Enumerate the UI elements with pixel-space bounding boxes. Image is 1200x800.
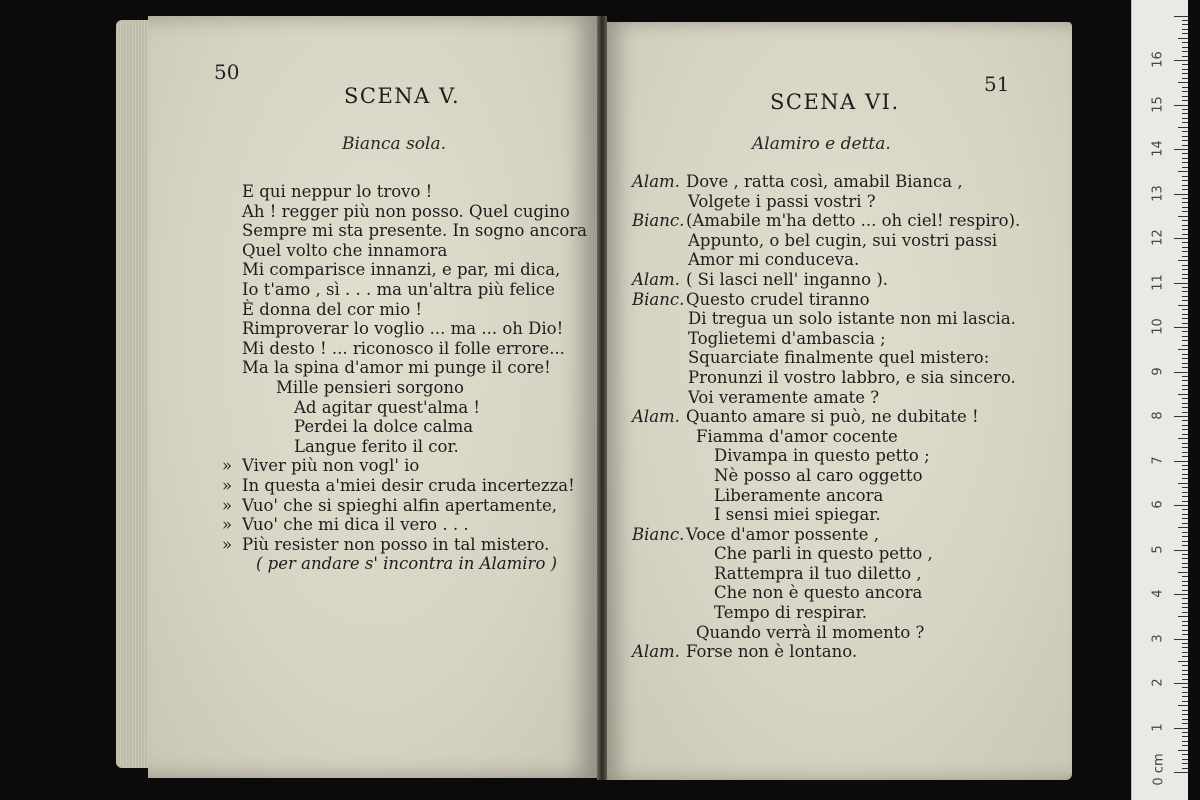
ruler-label: 1 bbox=[1150, 722, 1166, 732]
ruler-tick bbox=[1174, 238, 1188, 239]
dialogue-text: Pronunzi il vostro labbro, e sia sincero. bbox=[688, 367, 1016, 387]
ruler-tick bbox=[1182, 496, 1188, 497]
ruler-label: 9 bbox=[1150, 366, 1166, 376]
ruler-tick bbox=[1182, 701, 1188, 702]
dialogue-line bbox=[632, 505, 1012, 525]
ruler-tick bbox=[1182, 234, 1188, 235]
dialogue-line bbox=[632, 427, 1012, 447]
dialogue-text: Amor mi conduceva. bbox=[688, 250, 860, 270]
ruler-tick bbox=[1182, 198, 1188, 199]
ruler-tick bbox=[1174, 594, 1188, 595]
dialogue-text: ( Si lasci nell' inganno ). bbox=[686, 269, 888, 289]
verse-line bbox=[222, 534, 592, 555]
verse-text: Ad agitar quest'alma ! bbox=[294, 397, 481, 417]
verse-line bbox=[222, 495, 592, 516]
ruler-tick bbox=[1182, 469, 1188, 470]
ruler-tick bbox=[1178, 260, 1188, 261]
ruler-tick bbox=[1182, 269, 1188, 270]
ruler-tick bbox=[1182, 567, 1188, 568]
ruler-tick bbox=[1182, 314, 1188, 315]
ruler-tick bbox=[1182, 256, 1188, 257]
ruler-tick bbox=[1182, 287, 1188, 288]
ruler-tick bbox=[1182, 64, 1188, 65]
verse-line bbox=[222, 475, 592, 496]
right-page-dialogue bbox=[632, 172, 1021, 662]
ruler-tick bbox=[1182, 710, 1188, 711]
verse-text: È donna del cor mio ! bbox=[242, 299, 423, 319]
dialogue-line bbox=[632, 407, 1012, 427]
ruler-tick bbox=[1174, 728, 1188, 729]
ruler-tick bbox=[1182, 398, 1188, 399]
ruler-tick bbox=[1182, 612, 1188, 613]
verse-line bbox=[242, 241, 592, 261]
ruler-tick bbox=[1182, 420, 1188, 421]
ruler-tick bbox=[1182, 309, 1188, 310]
quotation-mark: » bbox=[222, 515, 233, 535]
ruler-tick bbox=[1182, 336, 1188, 337]
ruler-tick bbox=[1178, 305, 1188, 306]
stage-direction: ( per andare s' incontra in Alamiro ) bbox=[256, 554, 558, 574]
verse-text: Più resister non posso in tal mistero. bbox=[242, 534, 550, 554]
ruler-label: 3 bbox=[1150, 633, 1166, 643]
verse-text: Io t'amo , sì . . . ma un'altra più felice bbox=[242, 279, 555, 299]
verse-line bbox=[242, 398, 592, 418]
dialogue-line bbox=[632, 525, 1012, 545]
ruler-label: 5 bbox=[1150, 544, 1166, 554]
ruler-tick bbox=[1174, 416, 1188, 417]
ruler-tick bbox=[1182, 109, 1188, 110]
verse-line bbox=[242, 182, 592, 202]
ruler-tick bbox=[1182, 536, 1188, 537]
ruler-tick bbox=[1182, 20, 1188, 21]
ruler-tick bbox=[1182, 652, 1188, 653]
ruler-tick bbox=[1182, 51, 1188, 52]
dialogue-text: Liberamente ancora bbox=[714, 485, 884, 505]
ruler-tick bbox=[1182, 532, 1188, 533]
verse-line bbox=[242, 260, 592, 280]
verse-text: Ah ! regger più non posso. Quel cugino bbox=[242, 201, 570, 221]
ruler-tick bbox=[1182, 465, 1188, 466]
ruler-tick bbox=[1182, 443, 1188, 444]
verse-line bbox=[242, 202, 592, 222]
ruler-label: 8 bbox=[1150, 411, 1166, 420]
ruler-tick bbox=[1182, 576, 1188, 577]
speaker-name: Alam. bbox=[632, 407, 680, 427]
ruler-label: 6 bbox=[1150, 500, 1166, 509]
dialogue-text: Forse non è lontano. bbox=[686, 642, 858, 662]
ruler-tick bbox=[1182, 229, 1188, 230]
ruler-tick bbox=[1182, 603, 1188, 604]
ruler-tick bbox=[1178, 38, 1188, 39]
quotation-mark: » bbox=[222, 456, 233, 476]
ruler-tick bbox=[1182, 670, 1188, 671]
ruler-tick bbox=[1182, 509, 1188, 510]
dialogue-line bbox=[632, 603, 1012, 623]
ruler-tick bbox=[1182, 385, 1188, 386]
ruler-tick bbox=[1182, 679, 1188, 680]
ruler-tick bbox=[1182, 630, 1188, 631]
ruler-tick bbox=[1182, 514, 1188, 515]
ruler-tick bbox=[1182, 696, 1188, 697]
ruler-tick bbox=[1182, 647, 1188, 648]
ruler-tick bbox=[1182, 358, 1188, 359]
ruler-tick bbox=[1182, 24, 1188, 25]
ruler-tick bbox=[1182, 202, 1188, 203]
dialogue-text: Che parli in questo petto , bbox=[714, 544, 933, 564]
ruler-tick bbox=[1182, 73, 1188, 74]
right-scene-subtitle: Alamiro e detta. bbox=[752, 134, 891, 154]
ruler-tick bbox=[1182, 42, 1188, 43]
ruler-tick bbox=[1182, 581, 1188, 582]
ruler-tick bbox=[1174, 639, 1188, 640]
ruler-tick bbox=[1182, 91, 1188, 92]
ruler-tick bbox=[1182, 47, 1188, 48]
ruler-tick bbox=[1182, 180, 1188, 181]
ruler-tick bbox=[1182, 363, 1188, 364]
ruler-tick bbox=[1178, 572, 1188, 573]
left-page-verse bbox=[222, 182, 592, 574]
ruler-tick bbox=[1178, 483, 1188, 484]
ruler-tick bbox=[1182, 274, 1188, 275]
dialogue-text: Nè posso al caro oggetto bbox=[714, 465, 923, 485]
ruler-tick bbox=[1182, 162, 1188, 163]
ruler-tick bbox=[1182, 145, 1188, 146]
ruler-tick bbox=[1178, 127, 1188, 128]
speaker-name: Bianc. bbox=[632, 289, 685, 309]
ruler-tick bbox=[1182, 136, 1188, 137]
ruler-tick bbox=[1182, 380, 1188, 381]
ruler-tick bbox=[1182, 367, 1188, 368]
ruler-tick bbox=[1182, 523, 1188, 524]
verse-line bbox=[242, 437, 592, 457]
dialogue-line bbox=[632, 290, 1012, 310]
ruler-tick bbox=[1182, 153, 1188, 154]
ruler-tick bbox=[1178, 171, 1188, 172]
ruler-label: 11 bbox=[1150, 273, 1166, 291]
ruler-label: 10 bbox=[1150, 318, 1166, 335]
dialogue-line bbox=[632, 348, 1012, 368]
verse-text: Vuo' che si spieghi alfin apertamente, bbox=[242, 495, 558, 515]
verse-line bbox=[242, 358, 592, 378]
ruler-tick bbox=[1182, 541, 1188, 542]
ruler-tick bbox=[1182, 87, 1188, 88]
ruler-tick bbox=[1182, 487, 1188, 488]
ruler-tick bbox=[1182, 300, 1188, 301]
left-page-number: 50 bbox=[214, 60, 240, 84]
speaker-name: Bianc. bbox=[632, 524, 685, 544]
ruler-tick bbox=[1182, 189, 1188, 190]
dialogue-line bbox=[632, 270, 1012, 290]
ruler-tick bbox=[1174, 149, 1188, 150]
ruler-tick bbox=[1178, 616, 1188, 617]
ruler-tick bbox=[1174, 283, 1188, 284]
verse-text: Sempre mi sta presente. In sogno ancora bbox=[242, 221, 588, 241]
ruler-tick bbox=[1182, 692, 1188, 693]
dialogue-text: Volgete i passi vostri ? bbox=[688, 191, 876, 211]
dialogue-line bbox=[632, 623, 1012, 643]
book-gutter bbox=[597, 16, 607, 780]
dialogue-text: Questo crudel tiranno bbox=[686, 289, 870, 309]
ruler-tick bbox=[1182, 118, 1188, 119]
ruler-tick bbox=[1182, 412, 1188, 413]
dialogue-line bbox=[632, 466, 1012, 486]
verse-text: Mi desto ! ... riconosco il folle errore... bbox=[242, 338, 565, 358]
verse-text: In questa a'miei desir cruda incertezza! bbox=[242, 475, 575, 495]
ruler-tick bbox=[1182, 389, 1188, 390]
ruler-label: 4 bbox=[1150, 589, 1166, 598]
ruler-tick bbox=[1182, 331, 1188, 332]
ruler-tick bbox=[1174, 194, 1188, 195]
ruler-tick bbox=[1182, 763, 1188, 764]
ruler-label: 2 bbox=[1150, 678, 1166, 687]
verse-line bbox=[242, 319, 592, 339]
quotation-mark: » bbox=[222, 534, 233, 554]
ruler-tick bbox=[1182, 158, 1188, 159]
verse-text: Ma la spina d'amor mi punge il core! bbox=[242, 358, 551, 378]
ruler-tick bbox=[1182, 69, 1188, 70]
dialogue-line bbox=[632, 583, 1012, 603]
dialogue-line bbox=[632, 329, 1012, 349]
ruler-tick bbox=[1182, 625, 1188, 626]
ruler-tick bbox=[1182, 492, 1188, 493]
ruler-tick bbox=[1182, 140, 1188, 141]
ruler-tick bbox=[1182, 251, 1188, 252]
ruler-tick bbox=[1182, 113, 1188, 114]
verse-text: Quel volto che innamora bbox=[242, 240, 448, 260]
dialogue-text: Dove , ratta così, amabil Bianca , bbox=[686, 172, 963, 191]
ruler-tick bbox=[1182, 563, 1188, 564]
dialogue-line bbox=[632, 309, 1016, 329]
verse-text: Mi comparisce innanzi, e par, mi dica, bbox=[242, 260, 561, 280]
ruler-tick bbox=[1182, 714, 1188, 715]
ruler-tick bbox=[1182, 674, 1188, 675]
ruler-tick bbox=[1182, 354, 1188, 355]
ruler-tick bbox=[1182, 185, 1188, 186]
dialogue-text: Toglietemi d'ambascia ; bbox=[688, 328, 886, 348]
ruler-tick bbox=[1182, 447, 1188, 448]
speaker-name: Alam. bbox=[632, 269, 680, 289]
ruler-tick bbox=[1182, 545, 1188, 546]
ruler-tick bbox=[1182, 296, 1188, 297]
dialogue-text: I sensi miei spiegar. bbox=[714, 505, 881, 525]
ruler-tick bbox=[1182, 340, 1188, 341]
ruler-tick bbox=[1182, 598, 1188, 599]
ruler-tick bbox=[1174, 772, 1188, 773]
dialogue-text: Quanto amare si può, ne dubitate ! bbox=[686, 407, 979, 427]
dialogue-text: Fiamma d'amor cocente bbox=[696, 426, 898, 446]
ruler-tick bbox=[1182, 621, 1188, 622]
dialogue-text: Rattempra il tuo diletto , bbox=[714, 563, 922, 583]
ruler-label: 14 bbox=[1150, 140, 1166, 157]
verse-line bbox=[222, 456, 592, 476]
ruler-tick bbox=[1182, 745, 1188, 746]
ruler-tick bbox=[1182, 741, 1188, 742]
ruler-tick bbox=[1182, 207, 1188, 208]
dialogue-text: Tempo di respirar. bbox=[714, 603, 867, 623]
verse-text: Langue ferito il cor. bbox=[294, 436, 459, 456]
ruler-tick bbox=[1178, 438, 1188, 439]
ruler-tick bbox=[1182, 554, 1188, 555]
speaker-name: Bianc. bbox=[632, 211, 685, 231]
ruler-label: 15 bbox=[1150, 95, 1166, 113]
ruler-tick bbox=[1182, 429, 1188, 430]
ruler-tick bbox=[1182, 403, 1188, 404]
dialogue-line bbox=[632, 367, 1016, 388]
ruler-tick bbox=[1178, 82, 1188, 83]
ruler-tick bbox=[1178, 394, 1188, 395]
ruler-tick bbox=[1182, 225, 1188, 226]
ruler-tick bbox=[1182, 278, 1188, 279]
dialogue-text: Voi veramente amate ? bbox=[688, 387, 880, 407]
speaker-name: Alam. bbox=[632, 172, 680, 191]
ruler-tick bbox=[1182, 425, 1188, 426]
ruler-tick bbox=[1174, 60, 1188, 61]
ruler-tick bbox=[1182, 585, 1188, 586]
dialogue-text: Che non è questo ancora bbox=[714, 583, 923, 603]
right-page-number: 51 bbox=[984, 72, 1010, 96]
ruler-tick bbox=[1182, 265, 1188, 266]
ruler-tick bbox=[1182, 501, 1188, 502]
dialogue-line bbox=[632, 192, 1012, 212]
quotation-mark: » bbox=[222, 475, 233, 495]
dialogue-line bbox=[632, 231, 1012, 251]
ruler-tick bbox=[1174, 461, 1188, 462]
verse-line bbox=[242, 339, 592, 359]
ruler-tick bbox=[1182, 100, 1188, 101]
ruler-tick bbox=[1182, 768, 1188, 769]
ruler-tick bbox=[1182, 291, 1188, 292]
dialogue-line bbox=[632, 642, 1012, 662]
ruler-tick bbox=[1182, 723, 1188, 724]
dialogue-text: Quando verrà il momento ? bbox=[696, 622, 925, 642]
ruler-tick bbox=[1182, 590, 1188, 591]
dialogue-line bbox=[632, 564, 1012, 584]
ruler-tick bbox=[1178, 527, 1188, 528]
ruler-tick bbox=[1182, 247, 1188, 248]
ruler-tick bbox=[1182, 478, 1188, 479]
ruler-tick bbox=[1182, 29, 1188, 30]
dialogue-line bbox=[632, 446, 1012, 466]
ruler-label: 13 bbox=[1150, 184, 1166, 202]
dialogue-line bbox=[632, 250, 1012, 270]
dialogue-text: (Amabile m'ha detto ... oh ciel! respiro). bbox=[686, 211, 1021, 231]
ruler-label: 7 bbox=[1150, 455, 1166, 465]
dialogue-line bbox=[632, 544, 1012, 564]
left-scene-title: SCENA V. bbox=[344, 84, 461, 108]
ruler-tick bbox=[1178, 349, 1188, 350]
ruler-tick bbox=[1174, 372, 1188, 373]
verse-text: Rimproverar lo voglio ... ma ... oh Dio! bbox=[242, 319, 564, 339]
ruler-label: 16 bbox=[1150, 51, 1166, 68]
ruler-tick bbox=[1182, 167, 1188, 168]
ruler-tick bbox=[1182, 754, 1188, 755]
ruler-tick bbox=[1182, 558, 1188, 559]
ruler-tick bbox=[1182, 318, 1188, 319]
dialogue-text: Di tregua un solo istante non mi lascia. bbox=[688, 309, 1016, 329]
ruler-tick bbox=[1182, 452, 1188, 453]
speaker-name: Alam. bbox=[632, 642, 680, 662]
verse-line bbox=[242, 417, 592, 437]
verse-text: Perdei la dolce calma bbox=[294, 417, 474, 437]
ruler-tick bbox=[1174, 105, 1188, 106]
ruler-tick bbox=[1182, 122, 1188, 123]
verse-line bbox=[242, 378, 592, 398]
dialogue-text: Divampa in questo petto ; bbox=[714, 446, 930, 466]
verse-text: Vuo' che mi dica il vero . . . bbox=[242, 515, 469, 535]
ruler-tick bbox=[1178, 661, 1188, 662]
ruler-tick bbox=[1182, 736, 1188, 737]
ruler-tick bbox=[1182, 211, 1188, 212]
dialogue-line bbox=[632, 172, 1012, 192]
ruler-tick bbox=[1182, 78, 1188, 79]
verse-text: Viver più non vogl' io bbox=[242, 456, 420, 476]
dialogue-line bbox=[632, 486, 1012, 506]
verse-text: Mille pensieri sorgono bbox=[276, 377, 464, 397]
ruler-tick bbox=[1182, 687, 1188, 688]
ruler-tick bbox=[1182, 345, 1188, 346]
ruler-tick bbox=[1174, 550, 1188, 551]
ruler-tick bbox=[1182, 643, 1188, 644]
verse-line bbox=[222, 515, 592, 535]
ruler-tick bbox=[1178, 705, 1188, 706]
ruler-tick bbox=[1182, 732, 1188, 733]
ruler-tick bbox=[1182, 323, 1188, 324]
ruler-tick bbox=[1182, 456, 1188, 457]
dialogue-text: Voce d'amor possente , bbox=[686, 524, 879, 544]
ruler-tick bbox=[1182, 220, 1188, 221]
verse-line bbox=[242, 300, 592, 320]
ruler-tick bbox=[1182, 518, 1188, 519]
ruler-tick bbox=[1178, 216, 1188, 217]
ruler-tick bbox=[1182, 407, 1188, 408]
dialogue-line bbox=[632, 388, 1012, 408]
quotation-mark: » bbox=[222, 495, 233, 515]
ruler-tick bbox=[1182, 634, 1188, 635]
dialogue-text: Squarciate finalmente quel mistero: bbox=[688, 348, 990, 368]
ruler-tick bbox=[1182, 759, 1188, 760]
ruler-tick bbox=[1182, 656, 1188, 657]
ruler-tick bbox=[1182, 96, 1188, 97]
ruler-tick bbox=[1174, 16, 1188, 17]
ruler-tick bbox=[1182, 56, 1188, 57]
ruler-tick bbox=[1182, 131, 1188, 132]
verse-text: E qui neppur lo trovo ! bbox=[242, 182, 433, 201]
verse-line bbox=[242, 280, 592, 300]
ruler-tick bbox=[1182, 242, 1188, 243]
ruler-tick bbox=[1182, 607, 1188, 608]
ruler-label: 0 cm bbox=[1151, 753, 1167, 786]
ruler-tick bbox=[1174, 327, 1188, 328]
verse-line bbox=[242, 221, 592, 241]
ruler-tick bbox=[1182, 376, 1188, 377]
ruler-tick bbox=[1182, 665, 1188, 666]
ruler-tick bbox=[1178, 750, 1188, 751]
left-scene-subtitle: Bianca sola. bbox=[342, 134, 447, 154]
ruler-tick bbox=[1182, 434, 1188, 435]
ruler-label: 12 bbox=[1150, 229, 1166, 246]
dialogue-text: Appunto, o bel cugin, sui vostri passi bbox=[688, 230, 998, 250]
ruler-tick bbox=[1174, 505, 1188, 506]
right-scene-title: SCENA VI. bbox=[770, 90, 900, 114]
ruler-tick bbox=[1182, 176, 1188, 177]
ruler-tick bbox=[1182, 33, 1188, 34]
measurement-ruler bbox=[1131, 0, 1188, 800]
dialogue-line bbox=[632, 211, 1021, 231]
ruler-tick bbox=[1182, 474, 1188, 475]
ruler-tick bbox=[1174, 683, 1188, 684]
ruler-tick bbox=[1182, 719, 1188, 720]
